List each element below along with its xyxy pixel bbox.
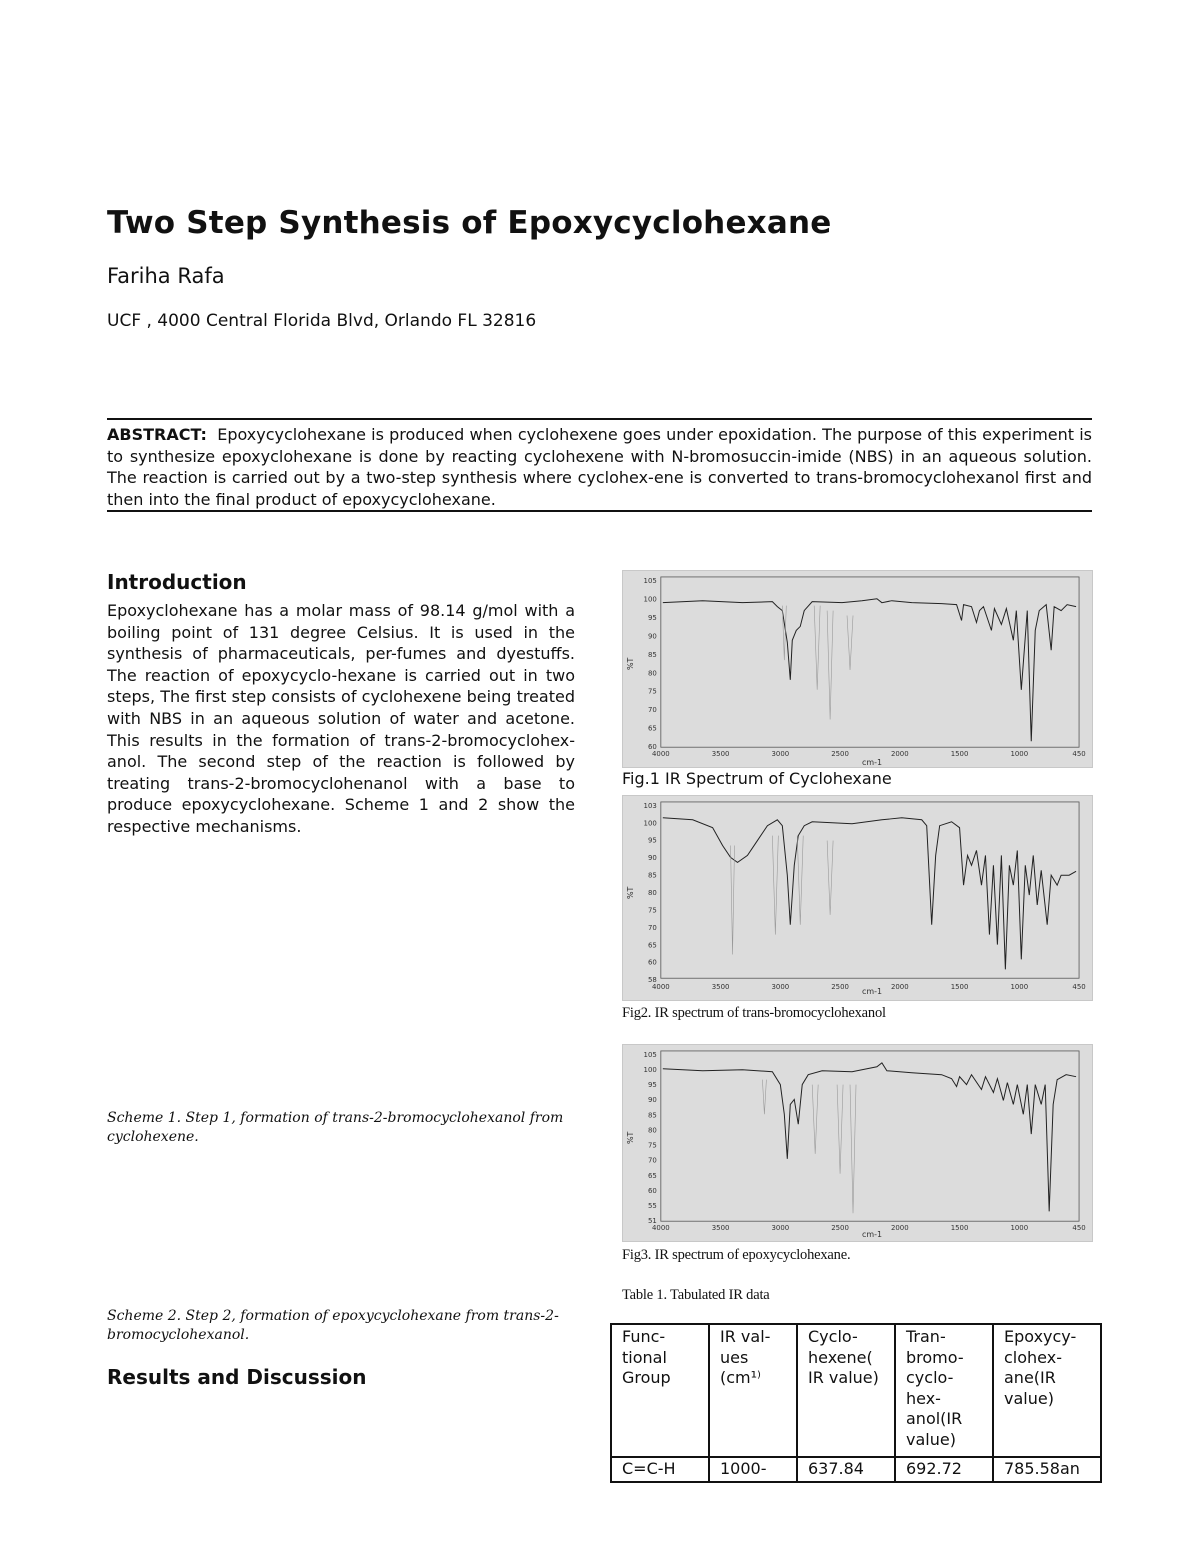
x-tick-label: 3000 [771, 983, 790, 992]
ir-data-table [610, 1323, 1102, 1483]
spectrum-trace [663, 818, 1076, 970]
table-row [611, 1457, 1101, 1482]
x-tick-label: 1500 [950, 1224, 969, 1233]
scheme-2-caption: Scheme 2. Step 2, formation of epoxycyclohexane from trans-2-bromocyclohexanol. [107, 1308, 559, 1343]
x-tick-label: 3500 [711, 1224, 730, 1233]
y-tick-label: 95 [648, 613, 657, 622]
y-tick-label: 80 [648, 669, 657, 678]
y-tick-labels [644, 802, 657, 984]
figure-2-caption: Fig2. IR spectrum of trans-bromocyclohexanol [622, 1005, 886, 1021]
x-tick-label: 2000 [890, 983, 909, 992]
table-header-cell: Func-tional Group [611, 1324, 709, 1457]
x-axis-label: cm-1 [861, 1230, 883, 1240]
y-tick-label: 85 [648, 1111, 657, 1120]
author-name: Fariha Rafa [107, 264, 225, 288]
y-tick-label: 105 [643, 1050, 657, 1059]
y-tick-label: 55 [648, 1202, 657, 1211]
table-cell: 1000- [709, 1457, 797, 1482]
table-cell: 785.58an [993, 1457, 1101, 1482]
x-tick-label: 1500 [950, 983, 969, 992]
y-tick-label: 65 [648, 941, 657, 950]
y-tick-label: 75 [648, 1141, 657, 1150]
y-tick-label: 60 [648, 743, 657, 752]
x-tick-label: 3500 [711, 983, 730, 992]
y-tick-label: 65 [648, 724, 657, 733]
table-1-caption: Table 1. Tabulated IR data [622, 1287, 770, 1303]
x-tick-label: 2500 [831, 750, 849, 759]
y-tick-label: 90 [648, 1096, 657, 1105]
reference-trace [762, 1080, 856, 1214]
table-cell: 692.72 [895, 1457, 993, 1482]
y-tick-label: 85 [648, 871, 657, 880]
introduction-heading: Introduction [107, 570, 247, 594]
y-axis-label: %T [625, 886, 635, 899]
x-axis-label: cm-1 [861, 758, 883, 767]
affiliation: UCF , 4000 Central Florida Blvd, Orlando FL 32816 [107, 311, 537, 331]
ir-spectrum-cyclohexane [622, 570, 1093, 768]
x-tick-label: 450 [1072, 750, 1086, 759]
y-tick-label: 103 [643, 801, 657, 810]
reference-trace [731, 836, 834, 955]
x-tick-label: 4000 [651, 983, 670, 992]
spectrum-trace [663, 1063, 1076, 1211]
y-tick-labels [644, 577, 657, 751]
spectrum-plot [623, 796, 1092, 1000]
x-tick-label: 1000 [1010, 983, 1029, 992]
introduction-body: Epoxyclohexane has a molar mass of 98.14 g/mol with a boiling point of 131 degree Celsius. It is used in the synthesis of pharmaceuticals, per-fumes and dyestuffs. The reaction of epoxycyclo-hexane is carried out in two steps, The first step consists of cyclohexene being treated with NBS in an aqueous solution of water and acetone. This results in the formation of trans-2-bromocyclohex-anol. The second step of the reaction is followed by treating trans-2-bromocyclohenanol with a base to produce epoxycyclohexane. Scheme 1 and 2 show the respective mechanisms. [107, 601, 575, 836]
results-heading: Results and Discussion [107, 1365, 367, 1389]
x-tick-label: 1500 [950, 750, 969, 759]
table-header-cell: Cyclo-hexene( IR value) [797, 1324, 895, 1457]
x-tick-label: 4000 [651, 750, 670, 759]
ir-spectrum-bromocyclohexanol [622, 795, 1093, 1001]
table-header-cell: IR val-ues (cm¹⁾ [709, 1324, 797, 1457]
scheme-1-caption: Scheme 1. Step 1, formation of trans-2-bromocyclohexanol from cyclohexene. [107, 1110, 564, 1145]
y-tick-labels [644, 1051, 657, 1225]
spectrum-plot [623, 1045, 1092, 1241]
y-tick-label: 80 [648, 1126, 657, 1135]
x-tick-label: 1000 [1010, 1224, 1029, 1233]
x-tick-label: 2000 [890, 1224, 909, 1233]
abstract-label: ABSTRACT: [107, 425, 207, 444]
y-tick-label: 70 [648, 923, 657, 932]
table-header-cell: Epoxycy-clohex-ane(IR value) [993, 1324, 1101, 1457]
x-tick-labels [652, 750, 1086, 758]
reference-trace [782, 606, 853, 720]
x-tick-label: 4000 [651, 1224, 670, 1233]
y-tick-label: 100 [643, 595, 657, 604]
ir-spectrum-epoxycyclohexane [622, 1044, 1093, 1242]
page-title: Two Step Synthesis of Epoxycyclohexane [107, 205, 832, 241]
y-tick-label: 85 [648, 650, 657, 659]
figure-3-caption: Fig3. IR spectrum of epoxycyclohexane. [622, 1247, 851, 1263]
x-tick-label: 450 [1072, 1224, 1086, 1233]
y-tick-label: 80 [648, 889, 657, 898]
y-tick-label: 58 [648, 976, 657, 985]
y-tick-label: 90 [648, 632, 657, 641]
table-header-cell: Tran-bromo-cyclo-hex-anol(IR value) [895, 1324, 993, 1457]
y-tick-label: 70 [648, 706, 657, 715]
x-axis-label: cm-1 [861, 987, 883, 997]
y-tick-label: 51 [648, 1217, 657, 1226]
spectrum-plot [623, 571, 1092, 767]
y-tick-label: 60 [648, 1186, 657, 1195]
x-tick-label: 2500 [831, 1224, 849, 1233]
y-axis-label: %T [625, 1131, 635, 1144]
y-tick-label: 75 [648, 906, 657, 915]
y-tick-label: 95 [648, 836, 657, 845]
x-tick-label: 3000 [771, 750, 790, 759]
y-tick-label: 65 [648, 1171, 657, 1180]
abstract-text: Epoxycyclohexane is produced when cyclohexene goes under epoxidation. The purpose of this experiment is to synthesize epoxyclohexane is done by reacting cyclohexene with N-bromosuccin-imide (NBS) in an aqueous solution. The reaction is carried out by a two-step synthesis where cyclohex-ene is converted to trans-bromocyclohexanol first and then into the final product of epoxycyclohexane. [107, 425, 1092, 509]
spectrum-trace [663, 599, 1076, 742]
x-tick-label: 1000 [1010, 750, 1029, 759]
table-cell: C=C-H [611, 1457, 709, 1482]
y-tick-label: 90 [648, 854, 657, 863]
y-tick-label: 60 [648, 958, 657, 967]
y-tick-label: 100 [643, 819, 657, 828]
x-tick-label: 450 [1072, 983, 1086, 992]
x-tick-label: 2500 [831, 983, 849, 992]
y-tick-label: 70 [648, 1156, 657, 1165]
x-tick-label: 2000 [890, 750, 909, 759]
y-axis-label: %T [625, 657, 635, 670]
y-tick-label: 95 [648, 1081, 657, 1090]
table-cell: 637.84 [797, 1457, 895, 1482]
y-tick-label: 105 [643, 576, 657, 585]
figure-1-caption: Fig.1 IR Spectrum of Cyclohexane [622, 769, 892, 788]
x-tick-label: 3000 [771, 1224, 790, 1233]
y-tick-label: 75 [648, 687, 657, 696]
y-tick-label: 100 [643, 1066, 657, 1074]
abstract [107, 418, 1092, 512]
table-header-row [611, 1324, 1101, 1457]
x-tick-label: 3500 [711, 750, 730, 759]
